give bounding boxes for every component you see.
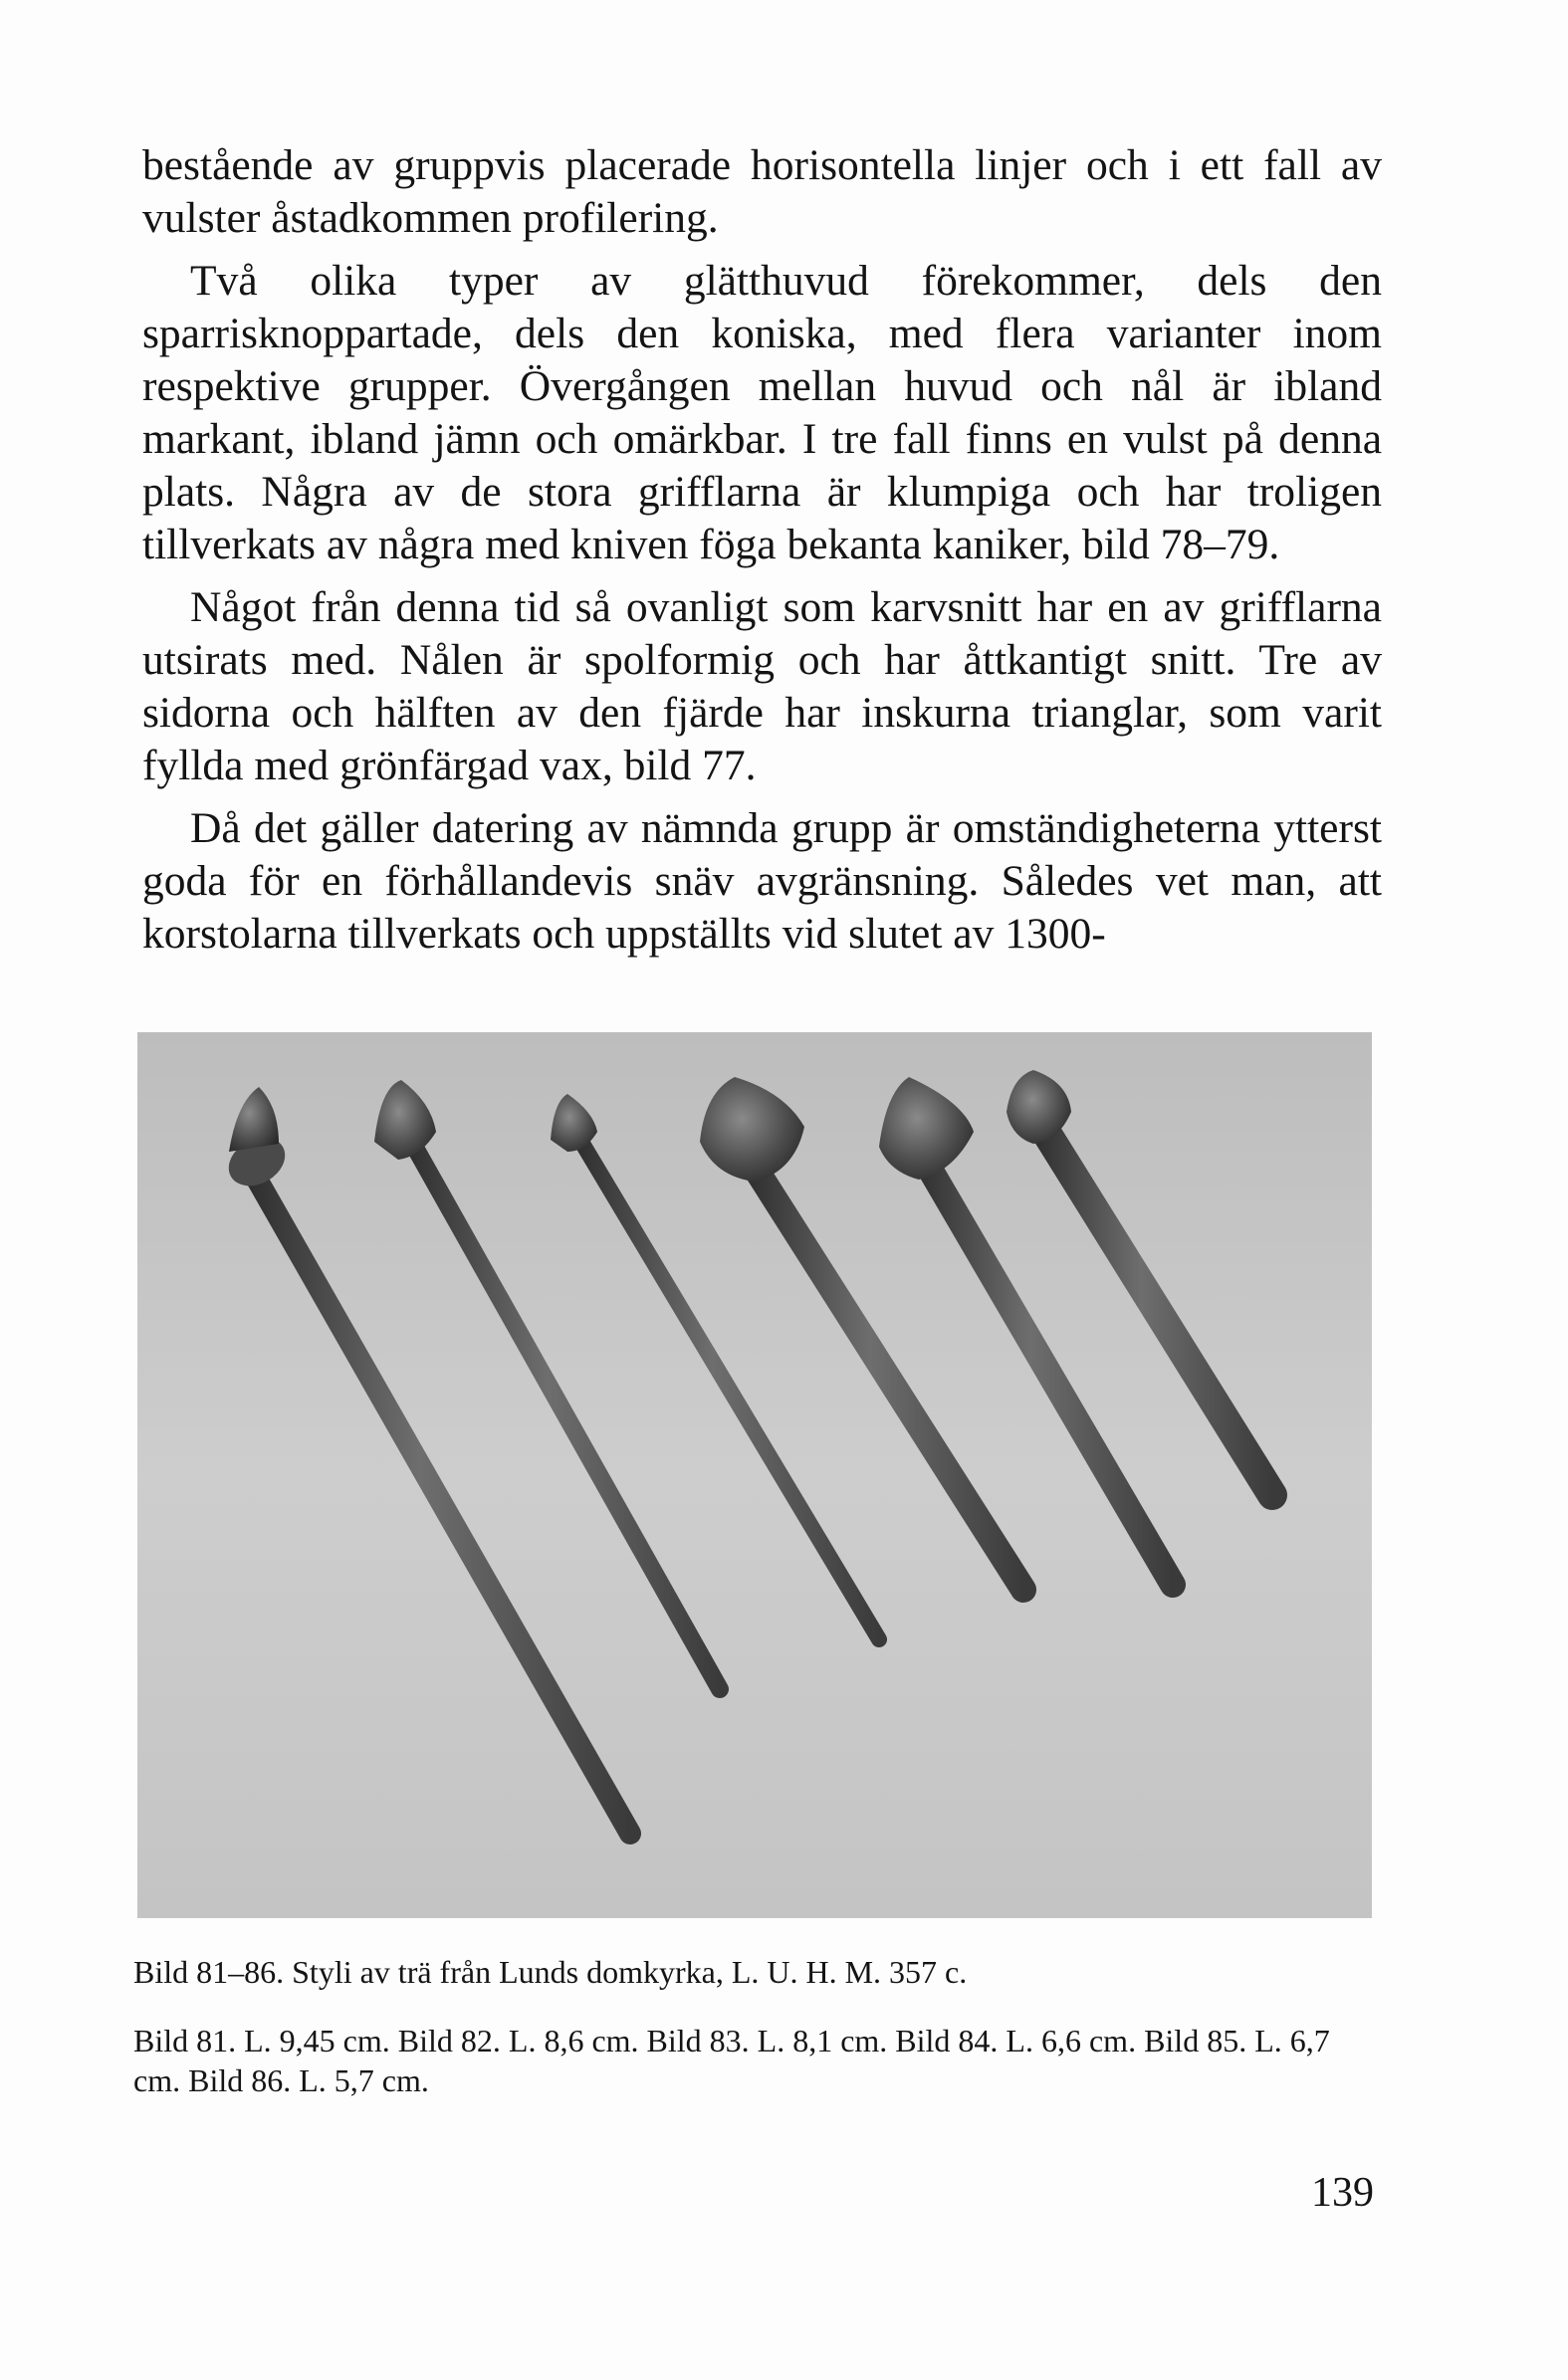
paragraph-1: bestående av gruppvis placerade horisontella linjer och i ett fall av vulster åstadkommen profilering. [142,141,1382,242]
figure-caption-details: Bild 81. L. 9,45 cm. Bild 82. L. 8,6 cm. Bild 83. L. 8,1 cm. Bild 84. L. 6,6 cm. Bild 85. L. 6,7 cm. Bild 86. L. 5,7 cm. [133,2023,1330,2098]
paragraph-4: Då det gäller datering av nämnda grupp är omständigheterna ytterst goda för en förhållandevis snäv avgränsning. Således vet man, att korstolarna tillverkats och uppställts vid slutet av 1300- [142,804,1382,958]
figure-caption-title: Bild 81–86. Styli av trä från Lunds domkyrka, L. U. H. M. 357 c. [133,1954,968,1990]
styli-illustration [137,1032,1372,1918]
paragraph-2: Två olika typer av glätthuvud förekommer, dels den sparrisknoppartade, dels den koniska, med flera varianter inom respektive grupper. Övergången mellan huvud och nål är ibland markant, ibland jämn och omärkbar. I tre fall finns en vulst på denna plats. Några av de stora grifflarna är klumpiga och har troligen tillverkats av några med kniven föga bekanta kaniker, bild 78–79. [142,257,1382,568]
body-text [142,139,1382,971]
paragraph-3: Något från denna tid så ovanligt som karvsnitt har en av grifflarna utsirats med. Nålen är spolformig och har åttkantigt snitt. Tre av sidorna och hälften av den fjärde har inskurna trianglar, som varit fyllda med grönfärgad vax, bild 77. [142,583,1382,789]
page-number: 139 [1311,2170,1374,2216]
styli-photograph [137,1032,1372,1918]
